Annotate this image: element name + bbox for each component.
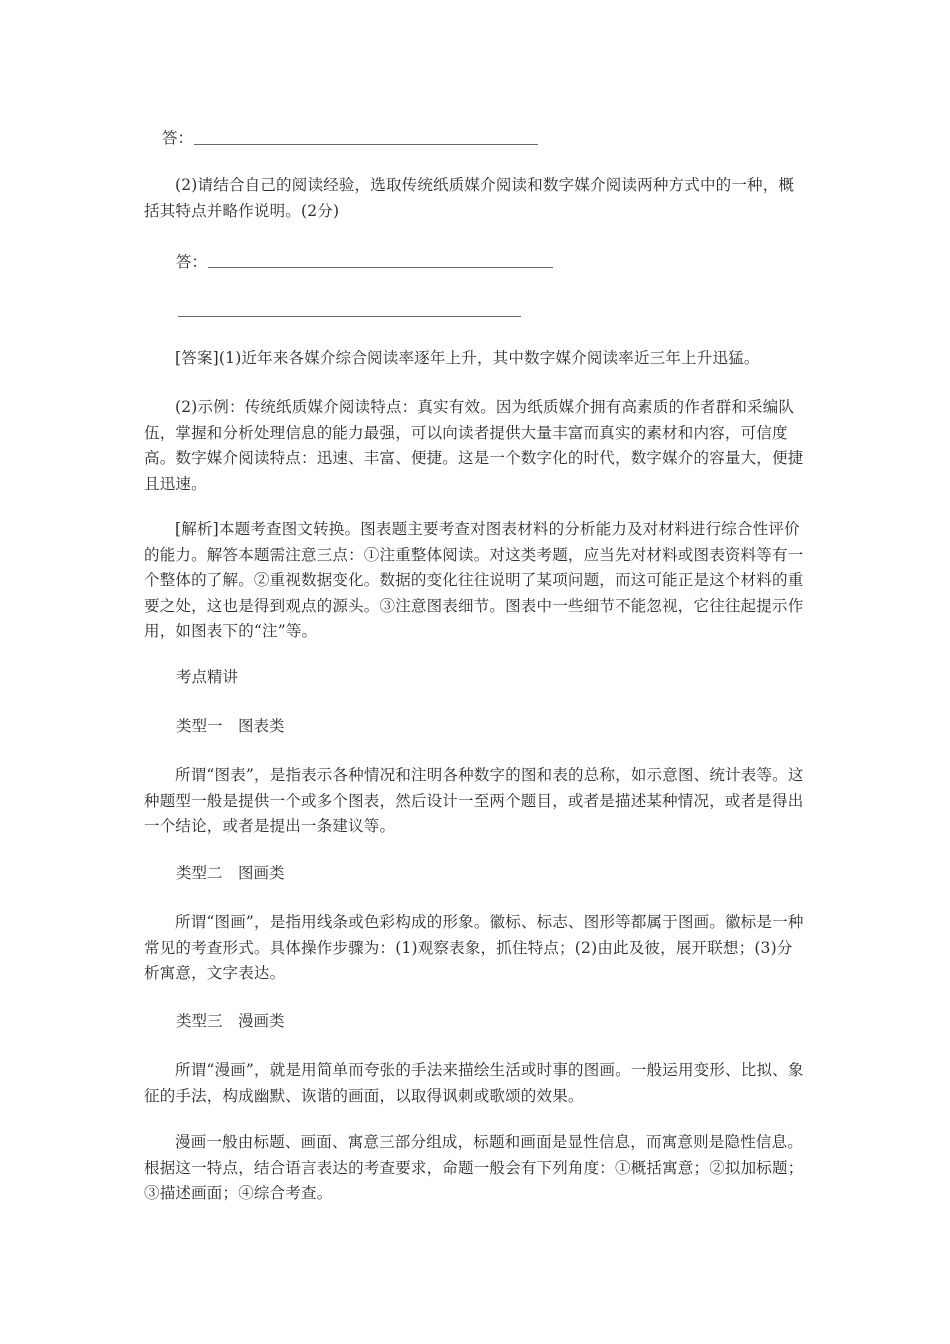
analysis-paragraph: [解析]本题考查图文转换。图表题主要考查对图表材料的分析能力及对材料进行综合性评价的能力。解答本题需注意三点：①注重整体阅读。对这类考题，应当先对材料或图表资料等有一个整体的了解。②重视数据变化。数据的变化往往说明了某项问题，而这可能正是这个材料的重要之处，这也是得到观点的源头。③注意图表细节。图表中一些细节不能忽视，它往往起提示作用，如图表下的“注”等。 bbox=[144, 520, 804, 640]
answer-blank-line-3 bbox=[178, 316, 521, 317]
type2-title: 类型二 图画类 bbox=[176, 864, 285, 882]
type3-paragraph-2: 漫画一般由标题、画面、寓意三部分组成，标题和画面是显性信息，而寓意则是隐性信息。根据这一特点，结合语言表达的考查要求，命题一般会有下列角度：①概括寓意；②拟加标题；③描述画面；④综合考查。 bbox=[144, 1133, 804, 1202]
answer-blank-line-2 bbox=[208, 267, 553, 268]
section-title: 考点精讲 bbox=[176, 668, 239, 686]
question-2: (2)请结合自己的阅读经验，选取传统纸质媒介阅读和数字媒介阅读两种方式中的一种，概括其特点并略作说明。(2分) bbox=[144, 176, 795, 220]
type3-paragraph-1: 所谓“漫画”，就是用简单而夸张的手法来描绘生活或时事的图画。一般运用变形、比拟、象征的手法，构成幽默、诙谐的画面，以取得讽刺或歌颂的效果。 bbox=[144, 1061, 804, 1105]
type1-paragraph: 所谓“图表”，是指表示各种情况和注明各种数字的图和表的总称，如示意图、统计表等。这种题型一般是提供一个或多个图表，然后设计一至两个题目，或者是描述某种情况，或者是得出一个结论，或者是提出一条建议等。 bbox=[144, 766, 804, 835]
answer-key-1: [答案](1)近年来各媒介综合阅读率逐年上升，其中数字媒介阅读率近三年上升迅猛。 bbox=[175, 349, 760, 367]
answer-key-2: (2)示例：传统纸质媒介阅读特点：真实有效。因为纸质媒介拥有高素质的作者群和采编队伍，掌握和分析处理信息的能力最强，可以向读者提供大量丰富而真实的素材和内容，可信度高。数字媒介阅读特点：迅速、丰富、便捷。这是一个数字化的时代，数字媒介的容量大，便捷且迅速。 bbox=[144, 398, 804, 493]
answer-label-2: 答： bbox=[176, 253, 208, 271]
answer-blank-line-1 bbox=[194, 144, 538, 145]
type1-title: 类型一 图表类 bbox=[176, 717, 285, 735]
answer-label-1: 答： bbox=[162, 129, 194, 147]
type3-title: 类型三 漫画类 bbox=[176, 1012, 285, 1030]
type2-paragraph: 所谓“图画”，是指用线条或色彩构成的形象。徽标、标志、图形等都属于图画。徽标是一种常见的考查形式。具体操作步骤为：(1)观察表象，抓住特点；(2)由此及彼，展开联想；(3)分析寓意，文字表达。 bbox=[144, 913, 804, 982]
